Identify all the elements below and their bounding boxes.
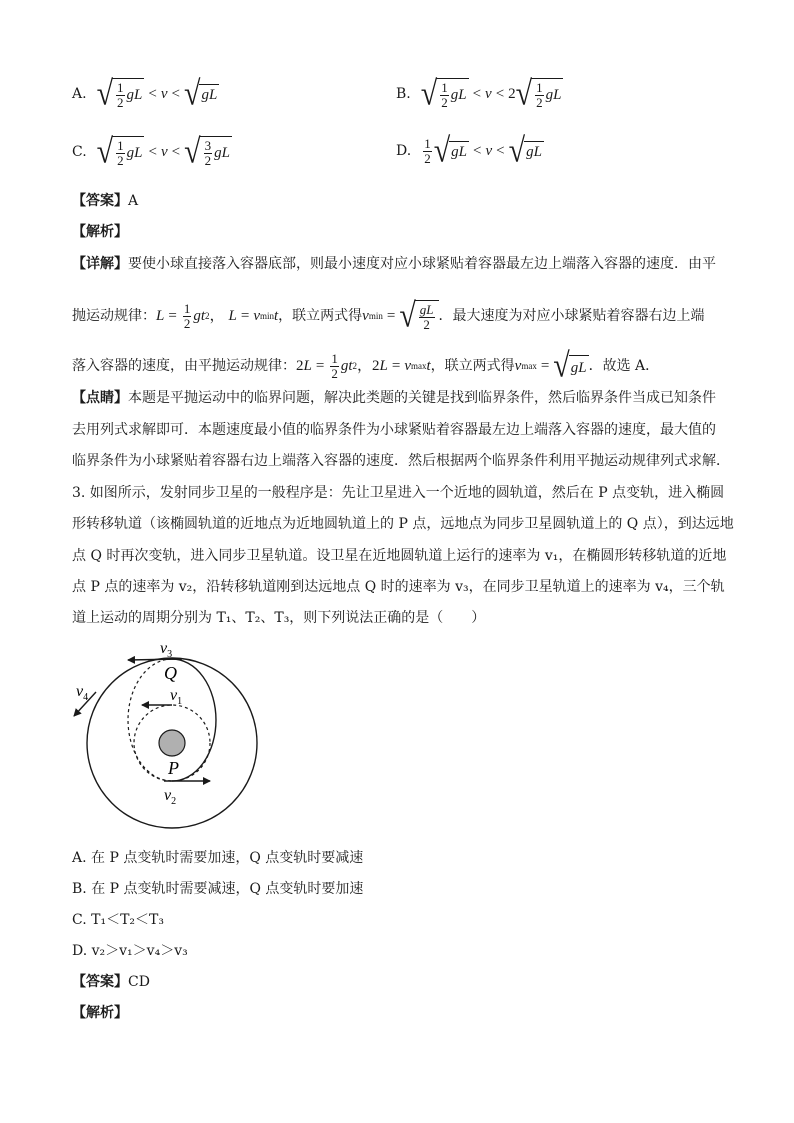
- point-text-2: 去用列式求解即可．本题速度最小值的临界条件为小球紧贴着容器最左边上端落入容器的速度，最大值的: [72, 422, 716, 438]
- analysis3-tag: 【解析】: [72, 1005, 128, 1021]
- q3-option-c: [72, 910, 164, 930]
- point-line-2: [72, 420, 716, 440]
- formula-vmax: v max = √ gL: [514, 346, 587, 385]
- q3-option-d-text: D. v₂＞v₁＞v₄＞v₃: [72, 943, 188, 959]
- answer-line-1: [72, 191, 138, 211]
- option-b-expression: √ $\frac{1}{2}$ gL < v < 2 √ $\frac{1}{2}$ gL: [420, 74, 562, 113]
- label-v4: $v_4$: [76, 683, 89, 703]
- detail-text-1: 要使小球直接落入容器底部，则最小速度对应小球紧贴着容器最左边上端落入容器的速度．由平: [128, 256, 716, 272]
- detail-text-2b: ，联立两式得: [278, 308, 363, 324]
- detail-text-3b: ，联立两式得: [430, 358, 515, 374]
- answer-value: A: [128, 193, 139, 209]
- detail-text-2a: 抛运动规律：: [72, 308, 156, 324]
- question-3-text-1: 3. 如图所示，发射同步卫星的一般程序是：先让卫星进入一个近地的圆轨道，然后在 P 点变轨，进入椭圆: [72, 485, 725, 501]
- detail-text-3a: 落入容器的速度，由平抛运动规律：: [72, 358, 296, 374]
- q3-option-c-text: C. T₁＜T₂＜T₃: [72, 912, 164, 928]
- analysis-tag: 【解析】: [72, 224, 128, 240]
- point-line-3: [72, 451, 730, 471]
- point-text-3: 临界条件为小球紧贴着容器右边上端落入容器的速度．然后根据两个临界条件利用平抛运动规律列式求解．: [72, 453, 730, 469]
- formula-2l-half-gt2: 2 L = $\frac{1}{2}$ gt 2 ，2 L = v max t: [296, 350, 431, 381]
- answer3-tag: 【答案】: [72, 974, 128, 990]
- option-a-label: A.: [72, 86, 87, 102]
- q3-option-b-text: B. 在 P 点变轨时需要减速，Q 点变轨时要加速: [72, 881, 364, 897]
- detail-text-3c: ．故选 A．: [588, 358, 660, 374]
- label-v1: $v_1$: [170, 687, 183, 707]
- option-d-label: D.: [396, 143, 412, 159]
- analysis-line-3: [72, 1003, 128, 1023]
- answer-line-3: [72, 972, 150, 992]
- detail-line-3: [72, 346, 660, 385]
- orbit-diagram: [70, 640, 270, 840]
- question-3-line-4: [72, 577, 725, 597]
- detail-line-2: [72, 296, 705, 335]
- formula-vmin: v min = √ $\frac{gL}{2}$: [362, 300, 438, 332]
- option-a: [72, 74, 219, 113]
- q3-option-a: [72, 848, 363, 868]
- detail-tag: 【详解】: [72, 256, 128, 272]
- question-3-line-2: [72, 514, 734, 534]
- detail-text-2c: ．最大速度为对应小球紧贴着容器右边上端: [438, 308, 705, 324]
- point-line-1: [72, 388, 716, 408]
- option-c: [72, 132, 232, 171]
- option-d: [396, 131, 544, 170]
- question-3-text-3: 点 Q 时再次变轨，进入同步卫星轨道。设卫星在近地圆轨道上运行的速率为 v₁，在椭圆形转移轨道的近地: [72, 548, 727, 564]
- point-text-1: 本题是平抛运动中的临界问题，解决此类题的关键是找到临界条件，然后临界条件当成已知条件: [128, 390, 716, 406]
- option-b-label: B.: [396, 86, 411, 102]
- option-a-expression: √ $\frac{1}{2}$ gL < v < √ gL: [96, 74, 218, 113]
- label-v2: $v_2$: [164, 787, 177, 807]
- arrow-v3: [128, 659, 182, 660]
- answer-tag: 【答案】: [72, 193, 128, 209]
- answer3-value: CD: [128, 974, 150, 990]
- label-v3: $v_3$: [160, 640, 173, 660]
- question-3-line-5: [72, 608, 485, 628]
- option-c-label: C.: [72, 144, 87, 160]
- detail-line-1: [72, 254, 716, 274]
- option-c-expression: √ $\frac{1}{2}$ gL < v < √ $\frac{3}{2}$ gL: [96, 132, 230, 171]
- option-d-expression: $\frac{1}{2}$ √ gL < v < √ gL: [424, 131, 542, 170]
- question-3-text-4: 点 P 点的速率为 v₂，沿转移轨道刚到达远地点 Q 时的速率为 v₃，在同步卫星轨道上的速率为 v₄，三个轨: [72, 579, 725, 595]
- analysis-line-1: [72, 222, 128, 242]
- q3-option-d: [72, 941, 188, 961]
- formula-l-half-gt2: L = $\frac{1}{2}$ gt 2 ， L = v min t: [156, 300, 279, 331]
- label-q: Q: [164, 663, 177, 683]
- label-p: P: [168, 758, 179, 778]
- option-b: [396, 74, 563, 113]
- point-tag: 【点睛】: [72, 390, 128, 406]
- q3-option-b: [72, 879, 363, 899]
- question-3-text-5: 道上运动的周期分别为 T₁、T₂、T₃，则下列说法正确的是（ ）: [72, 610, 486, 626]
- earth: [159, 730, 185, 756]
- question-3-text-2: 形转移轨道（该椭圆轨道的近地点为近地圆轨道上的 P 点，远地点为同步卫星圆轨道上的 Q 点），到达远地: [72, 516, 734, 532]
- question-3-line-1: [72, 483, 724, 503]
- question-3-line-3: [72, 546, 726, 566]
- q3-option-a-text: A. 在 P 点变轨时需要加速，Q 点变轨时要减速: [72, 850, 364, 866]
